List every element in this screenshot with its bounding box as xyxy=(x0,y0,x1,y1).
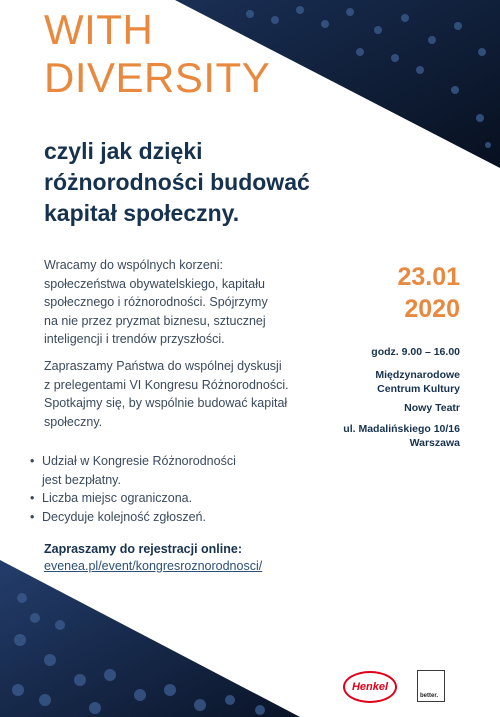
event-date-year: 2020 xyxy=(404,295,460,323)
venue-name-line-2: Centrum Kultury xyxy=(377,383,460,395)
intro-p2-line: społeczny. xyxy=(44,414,103,429)
intro-p1-line: społeczeństwa obywatelskiego, kapitału xyxy=(44,276,265,291)
bullet-text: jest bezpłatny. xyxy=(42,472,121,487)
subtitle-line-1: czyli jak dzięki xyxy=(44,138,203,164)
subtitle-line-3: kapitał społeczny. xyxy=(44,200,240,226)
event-title xyxy=(44,6,270,102)
event-subtitle xyxy=(44,136,344,229)
subtitle-line-2: różnorodności budować xyxy=(44,169,310,195)
title-line-2: DIVERSITY xyxy=(44,54,271,101)
intro-paragraph-2 xyxy=(44,357,334,431)
henkel-logo-text: Henkel xyxy=(351,681,389,693)
bullet-text: Udział w Kongresie Różnorodności xyxy=(42,454,236,468)
intro-paragraph-1 xyxy=(44,256,334,349)
venue-name-line-1: Międzynarodowe xyxy=(375,369,460,381)
intro-p2-line: z prelegentami VI Kongresu Różnorodności. xyxy=(44,377,289,392)
henkel-logo xyxy=(343,671,397,703)
intro-p2-line: Spotkajmy się, by wspólnie budować kapitał xyxy=(44,396,288,410)
venue-address: ul. Madalińskiego 10/16 xyxy=(343,423,460,435)
intro-p1-line: na nie przez pryzmat biznesu, sztucznej xyxy=(44,313,266,328)
intro-p1-line: inteligencji i trendów przyszłości. xyxy=(44,332,225,346)
event-time: godz. 9.00 – 16.00 xyxy=(371,346,460,358)
registration-link[interactable]: evenea.pl/event/kongresroznorodnosci/ xyxy=(44,559,263,573)
better-logo-text: better. xyxy=(420,693,439,699)
intro-p1-line: społecznego i różnorodności. Spójrzymy xyxy=(44,295,268,309)
bullet-text: Liczba miejsc ograniczona. xyxy=(42,491,193,505)
audience-photo-bottom xyxy=(0,560,300,717)
title-line-1: WITH xyxy=(44,6,154,53)
venue-city: Warszawa xyxy=(409,437,460,449)
intro-p1-line: Wracamy do wspólnych korzeni: xyxy=(44,258,224,272)
bullet-text: Decyduje kolejność zgłoszeń. xyxy=(42,509,206,524)
info-bullet-list xyxy=(30,452,290,526)
event-date-day: 23.01 xyxy=(397,263,460,291)
bullet-item-limited-seats xyxy=(30,489,290,508)
venue-theatre: Nowy Teatr xyxy=(404,402,460,414)
intro-p2-line: Zapraszamy Państwa do wspólnej dyskusji xyxy=(44,359,282,373)
registration-label: Zapraszamy do rejestracji online: xyxy=(44,542,242,556)
better-logo xyxy=(417,670,445,702)
bullet-item-order xyxy=(30,508,290,527)
bullet-item-free-entry xyxy=(30,452,290,489)
